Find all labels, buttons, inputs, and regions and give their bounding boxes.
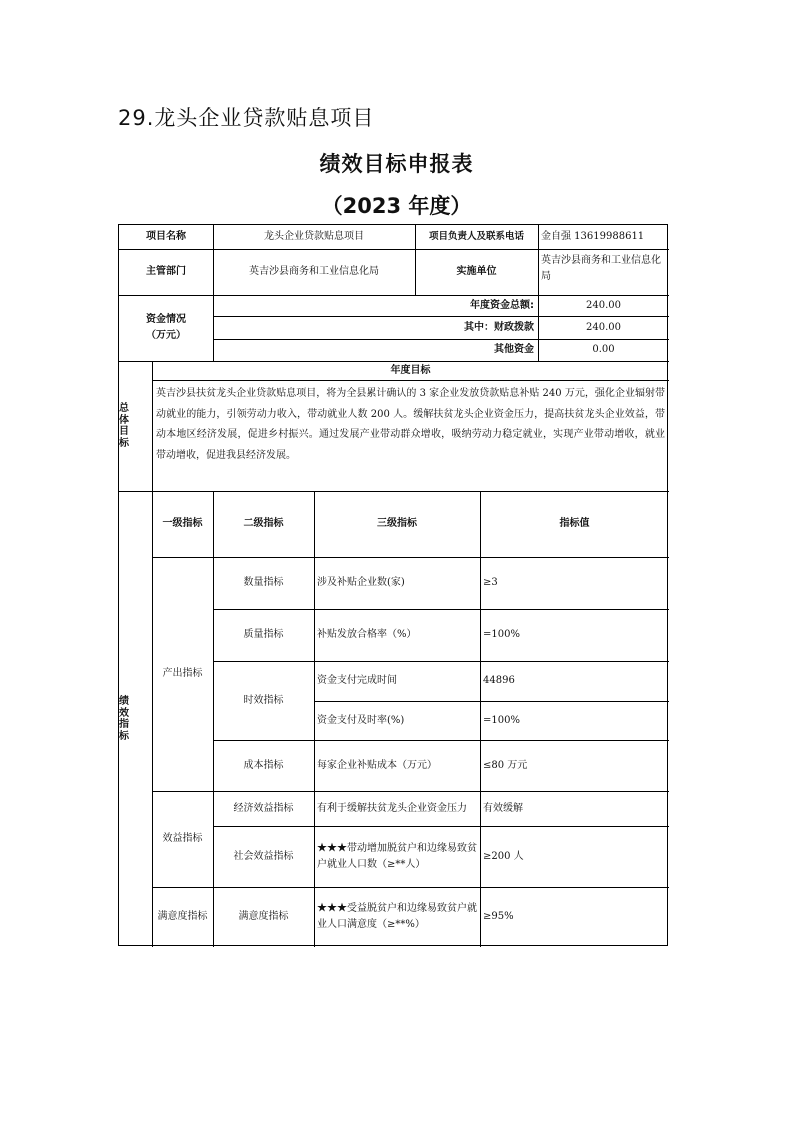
- impl-label: 实施单位: [456, 266, 497, 277]
- perf-indicator-label: [119, 491, 152, 947]
- indicator-value: 44896: [483, 675, 515, 686]
- level2-economic: 经济效益指标: [233, 802, 294, 814]
- annual-goal-text: 英吉沙县扶贫龙头企业贷款贴息项目，将为全县累计确认的 3 家企业发放贷款贴息补贴 240 万元，强化企业辐射带动就业的能力，引领劳动力收入，带动就业人数 200 人。缓解扶贫龙头企业资金压力，提高扶贫龙头企业效益，带动本地区经济发展，促进乡村振兴。通过发展产业带动群众增收，吸纳劳动力稳定就业，实现产业带动增收，就业带动增收，促进我县经济发展。: [156, 388, 665, 461]
- dept-label: 主管部门: [146, 266, 186, 277]
- form-title: 绩效目标申报表: [319, 152, 474, 176]
- header-level1: 一级指标: [162, 518, 203, 529]
- funds-other-value: 0.00: [592, 344, 615, 355]
- level2-social: 社会效益指标: [233, 850, 294, 862]
- vertical-char: 目: [119, 426, 129, 437]
- project-name-label: 项目名称: [146, 231, 186, 242]
- level2-timeliness: 时效指标: [243, 694, 284, 706]
- project-heading: 29.龙头企业贷款贴息项目: [118, 106, 375, 130]
- indicator-row: ★★★受益脱贫户和边缘易致贫户就业人口满意度（≥**%）: [317, 903, 477, 930]
- vertical-char: 绩: [119, 696, 129, 707]
- indicator-value: 有效缓解: [483, 802, 523, 814]
- indicator-value: =100%: [483, 629, 520, 640]
- vertical-char: 指: [119, 719, 129, 730]
- funds-other-label: 其他资金: [494, 344, 534, 355]
- impl-value: 英吉沙县商务和工业信息化局: [541, 255, 661, 282]
- funds-total-value: 240.00: [586, 299, 621, 311]
- vertical-char: 体: [119, 414, 129, 426]
- indicator-row: 资金支付完成时间: [317, 675, 397, 686]
- vertical-char: 效: [119, 707, 129, 719]
- project-name-value: 龙头企业贷款贴息项目: [264, 231, 364, 242]
- indicator-row: 资金支付及时率(%): [317, 714, 405, 726]
- level2-quality: 质量指标: [243, 629, 284, 640]
- funds-unit: （万元）: [146, 330, 186, 341]
- perf-indicator-vertical-text: [119, 696, 152, 742]
- level2-cost: 成本指标: [243, 759, 284, 771]
- vertical-char: 标: [119, 437, 129, 449]
- funds-label-text: 资金情况: [146, 314, 186, 325]
- indicator-value: ≥95%: [483, 911, 514, 922]
- overall-goal-vertical-text: [119, 403, 152, 449]
- vertical-char: 总: [119, 403, 129, 414]
- funds-fiscal-value: 240.00: [586, 321, 621, 333]
- indicator-row: 每家企业补贴成本（万元）: [317, 759, 437, 771]
- level2-satisfaction: 满意度指标: [238, 911, 289, 922]
- level1-output: 产出指标: [162, 668, 203, 679]
- level1-benefit: 效益指标: [162, 833, 203, 844]
- indicator-row: ★★★带动增加脱贫户和边缘易致贫户就业人口数（≥**人）: [317, 842, 477, 870]
- header-level3: 三级指标: [377, 518, 417, 529]
- dept-value: 英吉沙县商务和工业信息化局: [249, 266, 379, 277]
- funds-label: [119, 295, 213, 361]
- funds-total-label: 年度资金总额:: [470, 299, 534, 311]
- performance-goal-table: [118, 224, 668, 946]
- indicator-row: 补贴发放合格率（%）: [317, 629, 417, 640]
- indicator-row: 涉及补贴企业数(家): [317, 577, 405, 588]
- header-value: 指标值: [559, 518, 590, 529]
- contact-value: 金自强 13619988611: [541, 231, 645, 242]
- indicator-value: =100%: [483, 714, 520, 726]
- vertical-char: 标: [119, 730, 129, 742]
- indicator-row: 有利于缓解扶贫龙头企业资金压力: [317, 802, 467, 814]
- level1-satisfaction: 满意度指标: [157, 911, 208, 922]
- annual-goal-header: 年度目标: [390, 364, 431, 376]
- form-year: （2023 年度）: [321, 194, 472, 218]
- indicator-value: ≤80 万元: [483, 759, 528, 771]
- header-level2: 二级指标: [243, 518, 284, 529]
- indicator-value: ≥200 人: [483, 850, 524, 862]
- funds-fiscal-label: 其中：财政拨款: [464, 321, 534, 333]
- overall-goal-label: [119, 361, 152, 491]
- contact-label: 项目负责人及联系电话: [428, 231, 524, 243]
- indicator-value: ≥3: [483, 577, 498, 588]
- level2-quantity: 数量指标: [243, 577, 284, 588]
